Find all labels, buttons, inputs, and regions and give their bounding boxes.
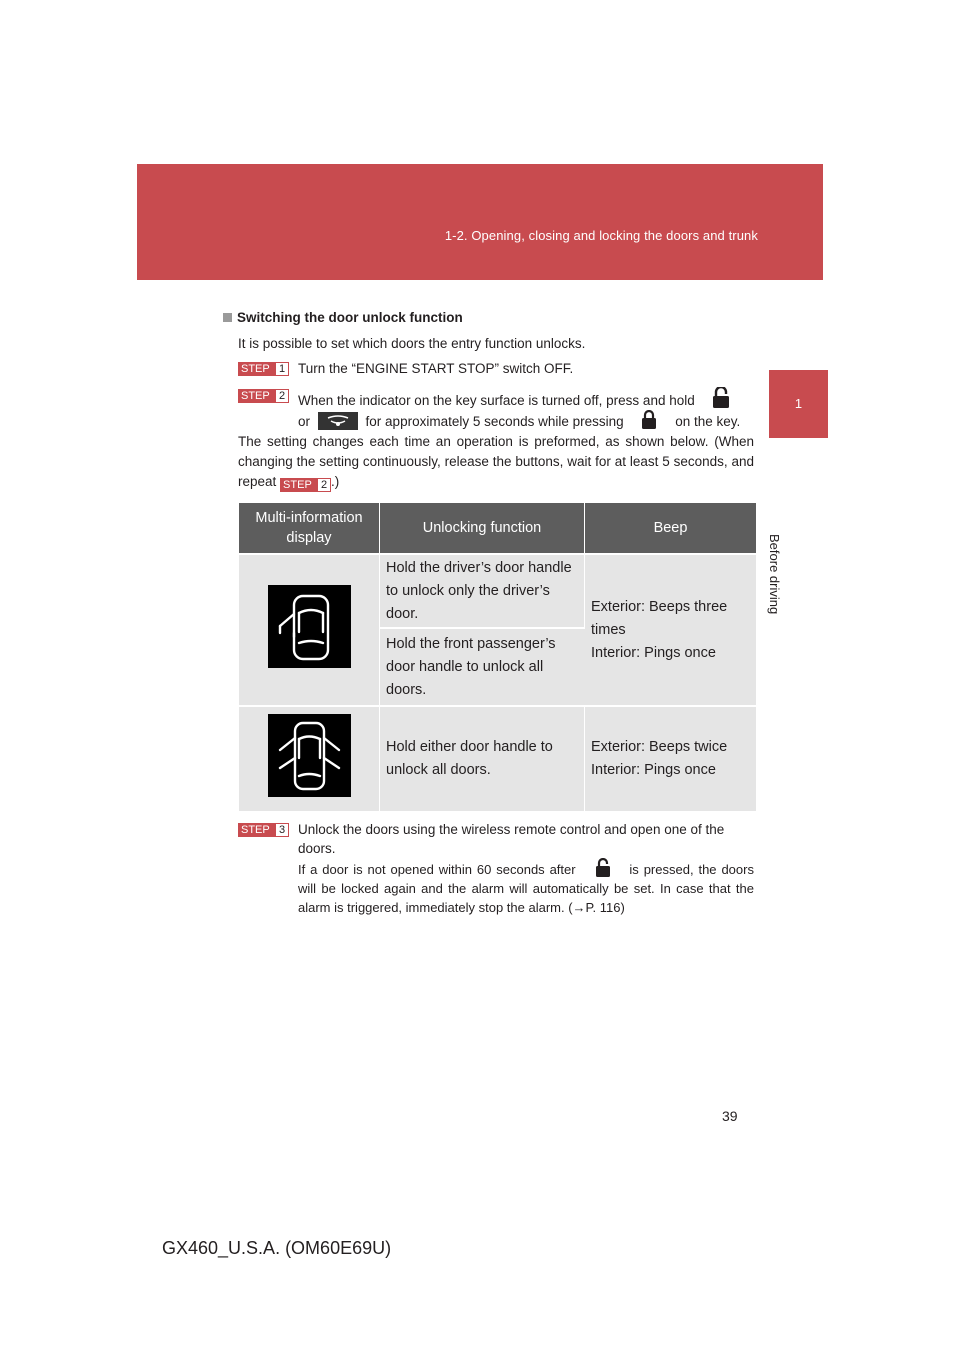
all-doors-open-icon [268,714,351,797]
column-header-beep: Beep [585,503,757,554]
function-cell: Hold the driver’s door handle to unlock only the driver’s door. [380,554,585,628]
square-bullet-icon [223,313,232,322]
lock-key-icon [641,410,657,430]
table-row [239,554,756,628]
unlock-key-icon [595,858,611,878]
step-2-badge: STEP 2 [238,389,289,403]
step-1-badge: STEP 1 [238,362,289,376]
section-title: 1-2. Opening, closing and locking the doors and trunk [444,228,758,243]
step-2-ref-badge: STEP 2 [280,478,331,492]
beep-cell: Exterior: Beeps three times Interior: Pings once [585,554,757,706]
driver-door-open-icon [268,585,351,668]
setting-note: The setting changes each time an operation is preformed, as shown below. (When changing the setting continuously, release the buttons, wait for at least 5 seconds, and repeat STEP 2 .) [238,434,754,491]
step-3-badge: STEP 3 [238,823,289,837]
header-band [137,164,823,280]
step-3-note: If a door is not opened within 60 seconds after is pressed, the doors will be locked again and the alarm will automatically be set. In case that the alarm is triggered, immediately stop the alarm. (→P. 116) [298,858,754,917]
display-cell [239,554,380,706]
function-cell: Hold either door handle to unlock all doors. [380,706,585,811]
step-1-text: Turn the “ENGINE START STOP” switch OFF. [298,361,574,376]
table-row [239,706,756,811]
step-3-text: Unlock the doors using the wireless remote control and open one of the doors. [298,822,725,856]
intro-text: It is possible to set which doors the entry function unlocks. [238,336,586,351]
column-header-display: Multi-information display [239,503,380,554]
page-number: 39 [722,1108,738,1124]
document-code: GX460_U.S.A. (OM60E69U) [162,1238,392,1258]
function-cell: Hold the front passenger’s door handle to unlock all doors. [380,628,585,706]
unlock-function-table [239,503,756,811]
table-header-row [239,503,756,554]
beep-cell: Exterior: Beeps twice Interior: Pings once [585,706,757,811]
display-cell [239,706,380,811]
column-header-function: Unlocking function [380,503,585,554]
chapter-label: Before driving [767,534,782,615]
chapter-tab: 1 [769,370,828,438]
section-heading: Switching the door unlock function [223,310,463,325]
panic-key-icon [318,412,358,430]
unlock-key-icon [711,387,731,409]
step-2-text: When the indicator on the key surface is turned off, press and hold or for approximately 5 seconds while pressing on the key. [298,387,758,431]
